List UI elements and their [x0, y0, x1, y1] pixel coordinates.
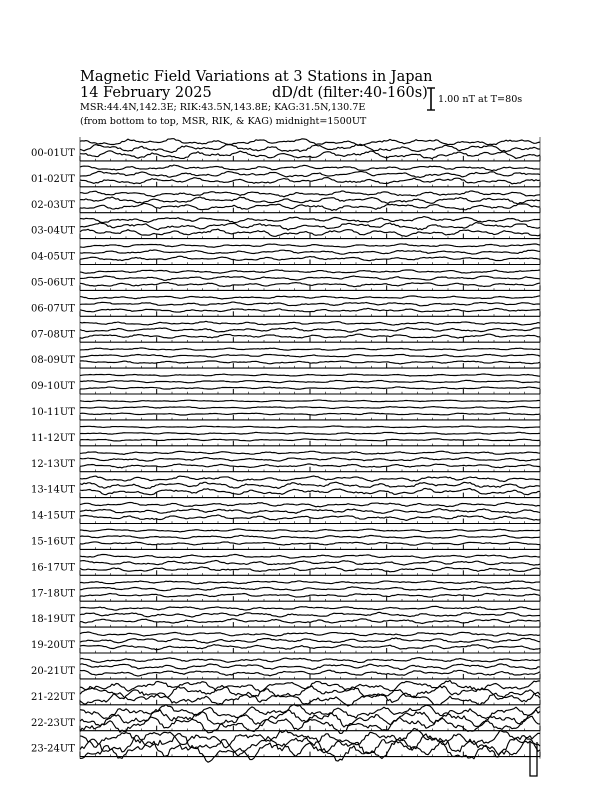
station-trace-rik — [80, 250, 540, 254]
station-order-note: (from bottom to top, MSR, RIK, & KAG) midnight=1500UT — [80, 116, 367, 127]
station-trace-kag — [80, 529, 540, 532]
station-trace-msr — [80, 387, 540, 389]
station-trace-kag — [80, 191, 540, 197]
station-trace-rik — [80, 380, 540, 383]
station-trace-kag — [80, 270, 540, 273]
station-trace-rik — [80, 354, 540, 357]
station-trace-rik — [80, 432, 540, 434]
hour-label: 20-21UT — [31, 666, 75, 677]
station-trace-rik — [80, 171, 540, 177]
station-trace-kag — [80, 139, 540, 146]
station-trace-msr — [80, 439, 540, 441]
hour-label: 00-01UT — [31, 148, 75, 159]
station-trace-kag — [80, 606, 540, 610]
chart-quantity: dD/dt (filter:40-160s) — [272, 85, 428, 101]
station-trace-msr — [80, 413, 540, 415]
station-trace-kag — [80, 321, 540, 325]
station-trace-kag — [80, 705, 540, 719]
station-trace-kag — [80, 581, 540, 584]
station-trace-kag — [80, 400, 540, 402]
hour-label: 12-13UT — [31, 458, 75, 470]
station-trace-rik — [80, 612, 540, 617]
station-trace-rik — [80, 664, 540, 670]
hour-label: 22-23UT — [31, 717, 75, 729]
station-trace-kag — [80, 632, 540, 636]
hour-label: 18-19UT — [31, 614, 75, 626]
station-trace-rik — [80, 458, 540, 462]
hour-label: 02-03UT — [31, 199, 75, 211]
station-trace-rik — [80, 535, 540, 538]
scale-bar-label: 1.00 nT at T=80s — [438, 94, 523, 105]
hour-label: 13-14UT — [31, 484, 75, 496]
station-trace-kag — [80, 502, 540, 506]
hour-label: 15-16UT — [31, 536, 75, 548]
station-trace-kag — [80, 217, 540, 223]
station-trace-rik — [80, 197, 540, 204]
hour-label: 16-17UT — [31, 562, 75, 574]
station-trace-kag — [80, 658, 540, 663]
hour-label: 05-06UT — [31, 277, 75, 289]
hour-label: 03-04UT — [31, 225, 75, 237]
station-trace-rik — [80, 638, 540, 643]
station-trace-rik — [80, 144, 540, 152]
station-trace-rik — [80, 223, 540, 231]
station-trace-kag — [80, 554, 540, 558]
station-trace-kag — [80, 165, 540, 171]
station-coordinates: MSR:44.4N,142.3E; RIK:43.5N,143.8E; KAG:31.5N,130.7E — [80, 102, 366, 113]
station-trace-rik — [80, 302, 540, 306]
station-trace-kag — [80, 426, 540, 428]
hour-label: 06-07UT — [31, 303, 75, 315]
station-trace-kag — [80, 476, 540, 482]
hour-label: 01-02UT — [31, 173, 75, 185]
station-trace-rik — [80, 276, 540, 280]
station-trace-rik — [80, 710, 540, 728]
hour-label: 07-08UT — [31, 329, 75, 341]
station-trace-rik — [80, 560, 540, 565]
hour-label: 14-15UT — [31, 510, 75, 522]
hour-label: 08-09UT — [31, 355, 75, 367]
station-trace-msr — [80, 308, 540, 312]
station-trace-kag — [80, 374, 540, 376]
station-trace-rik — [80, 482, 540, 488]
station-trace-kag — [80, 451, 540, 454]
chart-date: 14 February 2025 — [80, 85, 212, 101]
hour-label: 09-10UT — [31, 381, 75, 393]
station-trace-kag — [80, 348, 540, 350]
station-trace-rik — [80, 587, 540, 591]
hour-label: 19-20UT — [31, 640, 75, 652]
hour-label: 10-11UT — [31, 407, 75, 418]
chart-title: Magnetic Field Variations at 3 Stations in Japan — [80, 69, 433, 85]
hour-label: 04-05UT — [31, 251, 75, 263]
hour-label: 17-18UT — [31, 588, 75, 600]
station-trace-kag — [80, 244, 540, 247]
station-trace-rik — [80, 406, 540, 408]
station-trace-rik — [80, 328, 540, 332]
hour-label: 23-24UT — [31, 743, 75, 755]
station-trace-msr — [80, 361, 540, 364]
hour-label: 21-22UT — [31, 691, 75, 703]
station-trace-msr — [80, 619, 540, 624]
station-trace-kag — [80, 296, 540, 299]
hour-label: 11-12UT — [31, 432, 75, 444]
station-trace-rik — [80, 509, 540, 514]
